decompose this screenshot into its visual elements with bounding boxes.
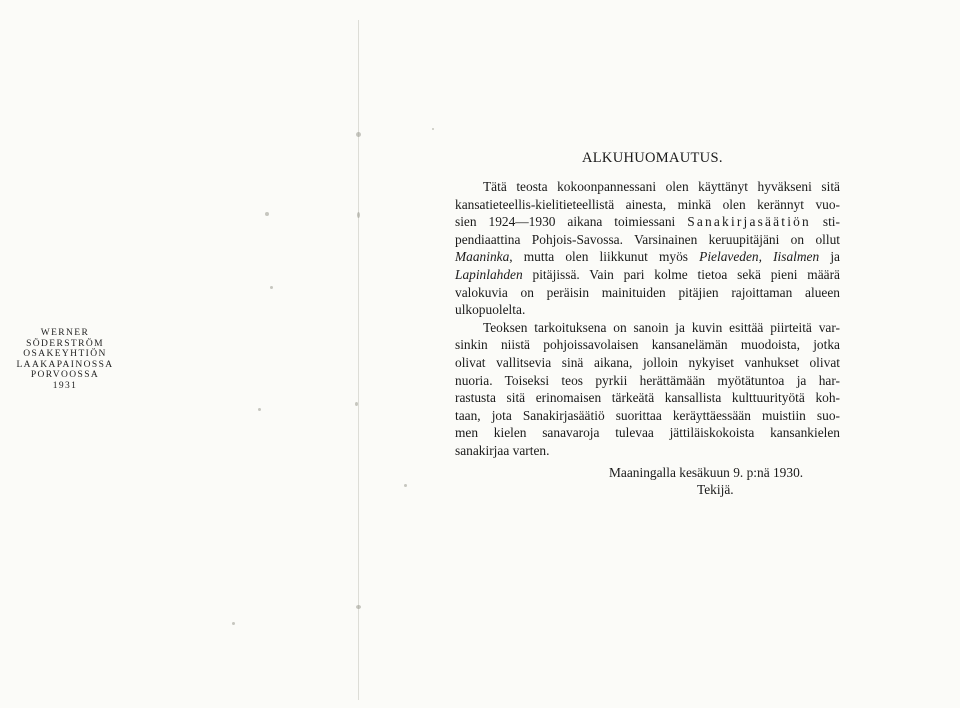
paper-speck <box>232 622 235 625</box>
text-line <box>455 266 840 284</box>
text-line <box>455 248 840 266</box>
text-line: kansatieteellis-kielitieteellistä ainesta, minkä olen kerännyt vuo- <box>455 196 840 212</box>
place-name: Lapinlahden <box>455 266 523 282</box>
text-segment: , mutta olen liikkunut myös <box>509 249 689 265</box>
paper-speck <box>270 286 273 289</box>
text-line: sinkin niistä pohjoissavolaisen kansanelämän muodoista, jotka <box>455 337 840 353</box>
text-segment: sien 1924—1930 aikana toimiessani <box>455 214 676 230</box>
text-line: nuoria. Toiseksi teos pyrkii herättämään myötätuntoa ja har- <box>455 372 840 388</box>
paper-speck <box>265 212 269 216</box>
gutter-fold <box>358 20 359 700</box>
paper-speck <box>432 128 434 130</box>
place-name: Pielaveden, Iisalmen <box>699 249 820 265</box>
imprint-line: WERNER <box>40 328 90 338</box>
text-line: taan, jota Sanakirjasäätiö suorittaa keräyttäessään muistiin suo- <box>455 407 840 423</box>
text-segment: sti- <box>822 214 840 230</box>
text-line: Teoksen tarkoituksena on sanoin ja kuvin esittää piirteitä var- <box>483 319 840 335</box>
paper-speck <box>357 212 360 218</box>
emphasized-name: Sanakirjasäätiön <box>687 214 811 230</box>
imprint-line: 1931 <box>52 380 78 391</box>
imprint-line: SÖDERSTRÖM <box>26 338 104 349</box>
text-line <box>455 213 840 231</box>
foreword-title: ALKUHUOMAUTUS. <box>582 150 723 166</box>
text-line: rastusta sitä erinomaisen tärkeätä kansallista kulttuurityötä koh- <box>455 390 840 406</box>
text-line: pendiaattina Pohjois-Savossa. Varsinainen keruupitäjäni on ollut <box>455 231 840 247</box>
text-segment: ja <box>830 249 840 265</box>
place-and-date: Maaningalla kesäkuun 9. p:nä 1930. <box>609 465 804 480</box>
text-segment: pitäjissä. Vain pari kolme tietoa sekä pieni määrä <box>532 266 840 282</box>
text-line: olivat vallitsevia sinä aikana, jolloin nykyiset vanhukset olivat <box>455 354 840 370</box>
printer-imprint <box>6 328 124 392</box>
text-line: ulkopuolelta. <box>455 302 526 318</box>
foreword-body <box>455 178 840 460</box>
imprint-line: LAAKAPAINOSSA <box>16 359 114 370</box>
paper-speck <box>356 605 361 609</box>
place-name: Maaninka <box>455 249 510 265</box>
imprint-line: PORVOOSSA <box>30 370 100 381</box>
paper-speck <box>355 402 358 406</box>
text-line: sanakirjaa varten. <box>455 442 550 458</box>
text-line: men kielen sanavaroja tulevaa jättiläiskokoista kansankielen <box>455 425 840 441</box>
author-signature: Tekijä. <box>697 482 734 497</box>
text-line: Tätä teosta kokoonpannessani olen käyttänyt hyväkseni sitä <box>483 179 840 194</box>
text-line: valokuvia on peräisin mainituiden pitäjien rajoittaman alueen <box>455 284 840 300</box>
paper-speck <box>404 484 407 487</box>
paper-speck <box>356 132 361 137</box>
paper-speck <box>258 408 261 411</box>
imprint-line: OSAKEYHTIÖN <box>23 349 107 360</box>
